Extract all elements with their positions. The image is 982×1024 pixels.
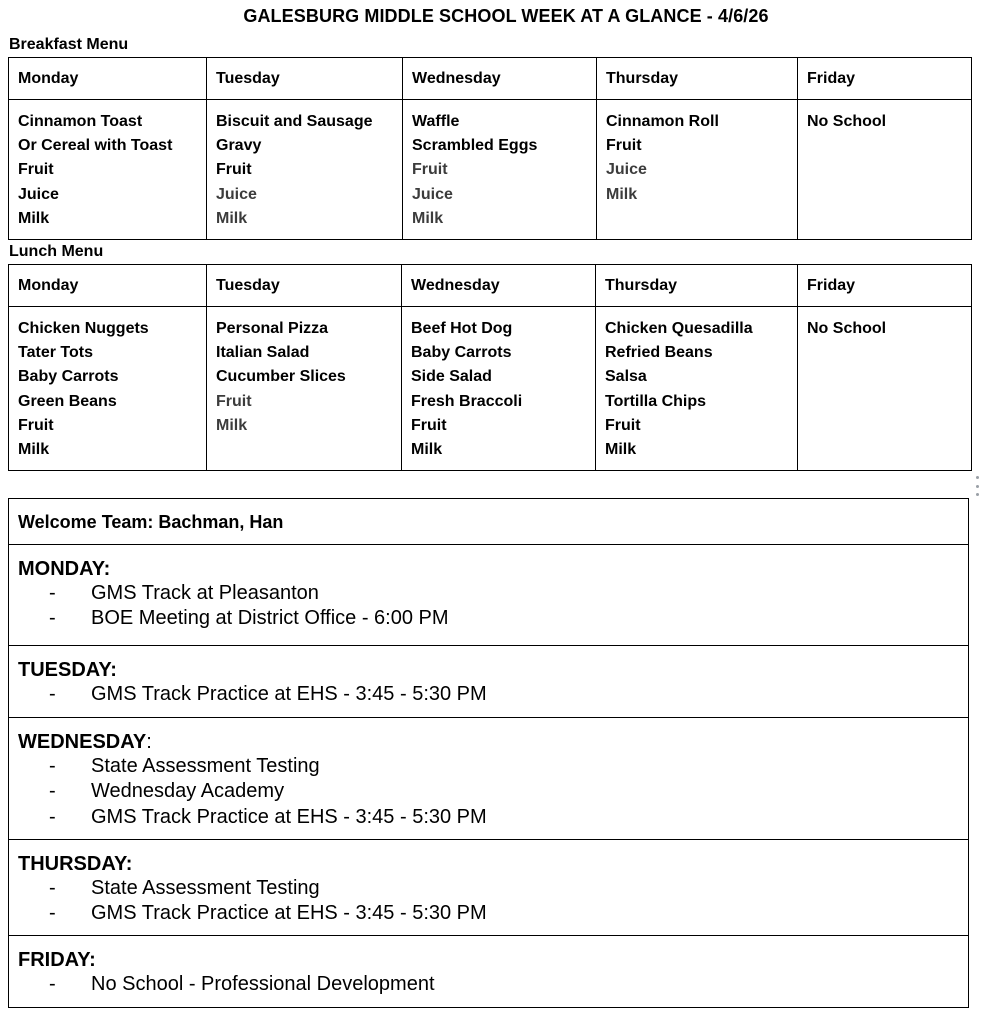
page-title: GALESBURG MIDDLE SCHOOL WEEK AT A GLANCE - 4/6/26 <box>243 6 769 26</box>
lunch-menu-table <box>8 264 972 471</box>
menu-item: Biscuit and Sausage <box>216 113 373 130</box>
menu-item: Scrambled Eggs <box>412 137 538 155</box>
menu-item: Baby Carrots <box>18 368 119 386</box>
breakfast-monday-cell <box>9 100 207 240</box>
menu-item: Fresh Braccoli <box>411 392 523 410</box>
breakfast-day-header: Monday <box>9 58 207 100</box>
menu-item: Cucumber Slices <box>216 368 346 386</box>
menu-item: Chicken Quesadilla <box>605 320 753 337</box>
monday-events <box>9 544 968 645</box>
lunch-tuesday-cell <box>207 307 402 471</box>
breakfast-menu-table <box>8 57 972 240</box>
menu-item: Baby Carrots <box>411 344 512 362</box>
menu-item: Side Salad <box>411 368 492 386</box>
menu-item: Chicken Nuggets <box>18 320 149 337</box>
events-table <box>8 498 969 1008</box>
lunch-day-header: Wednesday <box>402 265 596 307</box>
day-heading: MONDAY: <box>18 558 111 580</box>
day-heading: TUESDAY: <box>18 659 117 681</box>
thursday-events <box>9 839 968 935</box>
event-item: - GMS Track at Pleasanton <box>49 582 319 604</box>
menu-item: No School <box>807 113 887 130</box>
day-heading: THURSDAY: <box>18 853 133 875</box>
menu-item: Milk <box>216 209 248 227</box>
day-heading: WEDNESDAY: <box>18 731 152 753</box>
menu-item: Gravy <box>216 137 262 155</box>
menu-item: Juice <box>412 185 453 203</box>
event-item: - State Assessment Testing <box>49 877 320 899</box>
breakfast-day-header: Wednesday <box>403 58 597 100</box>
menu-item: Tater Tots <box>18 344 93 362</box>
menu-item: Fruit <box>216 392 252 410</box>
menu-item: Waffle <box>412 113 460 130</box>
breakfast-day-header: Friday <box>798 58 972 100</box>
menu-item: Green Beans <box>18 392 117 410</box>
lunch-thursday-cell <box>596 307 798 471</box>
menu-item: No School <box>807 320 887 337</box>
breakfast-day-header: Tuesday <box>207 58 403 100</box>
menu-item: Salsa <box>605 368 647 386</box>
menu-item: Cinnamon Toast <box>18 113 143 130</box>
friday-events <box>9 935 968 1006</box>
lunch-friday-cell <box>798 307 972 471</box>
event-item: - No School - Professional Development <box>49 973 435 995</box>
lunch-menu-label: Lunch Menu <box>9 243 104 260</box>
menu-item: Fruit <box>606 137 642 155</box>
menu-item: Juice <box>606 161 647 179</box>
welcome-team: Welcome Team: Bachman, Han <box>18 512 284 532</box>
event-item: - State Assessment Testing <box>49 755 320 777</box>
menu-item: Italian Salad <box>216 344 310 362</box>
menu-item: Beef Hot Dog <box>411 320 513 337</box>
menu-item: Milk <box>412 209 444 227</box>
wednesday-events <box>9 717 968 839</box>
menu-item: Milk <box>605 441 637 459</box>
menu-item: Fruit <box>216 161 252 179</box>
breakfast-tuesday-cell <box>207 100 403 240</box>
menu-item: Refried Beans <box>605 344 713 362</box>
drag-handle-icon[interactable] <box>976 476 980 496</box>
event-item: - GMS Track Practice at EHS - 3:45 - 5:30 PM <box>49 902 487 925</box>
breakfast-friday-cell <box>798 100 972 240</box>
breakfast-header-row <box>9 58 972 100</box>
menu-item: Juice <box>18 185 59 203</box>
breakfast-wednesday-cell <box>403 100 597 240</box>
lunch-day-header: Tuesday <box>207 265 402 307</box>
menu-item: Personal Pizza <box>216 320 329 337</box>
day-heading: FRIDAY: <box>18 949 96 971</box>
menu-item: Fruit <box>18 161 54 179</box>
event-item: - Wednesday Academy <box>49 780 285 803</box>
menu-item: Tortilla Chips <box>605 392 707 410</box>
menu-item: Milk <box>18 441 50 459</box>
menu-item: Juice <box>216 185 257 203</box>
menu-item: Cinnamon Roll <box>606 113 719 130</box>
menu-item: Fruit <box>605 416 641 434</box>
event-item: - GMS Track Practice at EHS - 3:45 - 5:30 PM <box>49 683 487 705</box>
event-item: - BOE Meeting at District Office - 6:00 PM <box>49 607 449 630</box>
lunch-items-row <box>9 307 972 471</box>
menu-item: Milk <box>606 185 638 203</box>
menu-item: Milk <box>18 209 50 227</box>
lunch-day-header: Thursday <box>596 265 798 307</box>
menu-item: Milk <box>411 441 443 459</box>
menu-item: Or Cereal with Toast <box>18 137 173 155</box>
event-item: - GMS Track Practice at EHS - 3:45 - 5:30 PM <box>49 805 487 828</box>
lunch-monday-cell <box>9 307 207 471</box>
lunch-wednesday-cell <box>402 307 596 471</box>
tuesday-events <box>9 645 968 717</box>
menu-item: Fruit <box>18 416 54 434</box>
breakfast-thursday-cell <box>597 100 798 240</box>
breakfast-menu-label: Breakfast Menu <box>9 36 129 53</box>
lunch-header-row <box>9 265 972 307</box>
breakfast-items-row <box>9 100 972 240</box>
lunch-day-header: Friday <box>798 265 972 307</box>
menu-item: Fruit <box>411 416 447 434</box>
lunch-day-header: Monday <box>9 265 207 307</box>
menu-item: Fruit <box>412 161 448 179</box>
breakfast-day-header: Thursday <box>597 58 798 100</box>
menu-item: Milk <box>216 416 248 434</box>
